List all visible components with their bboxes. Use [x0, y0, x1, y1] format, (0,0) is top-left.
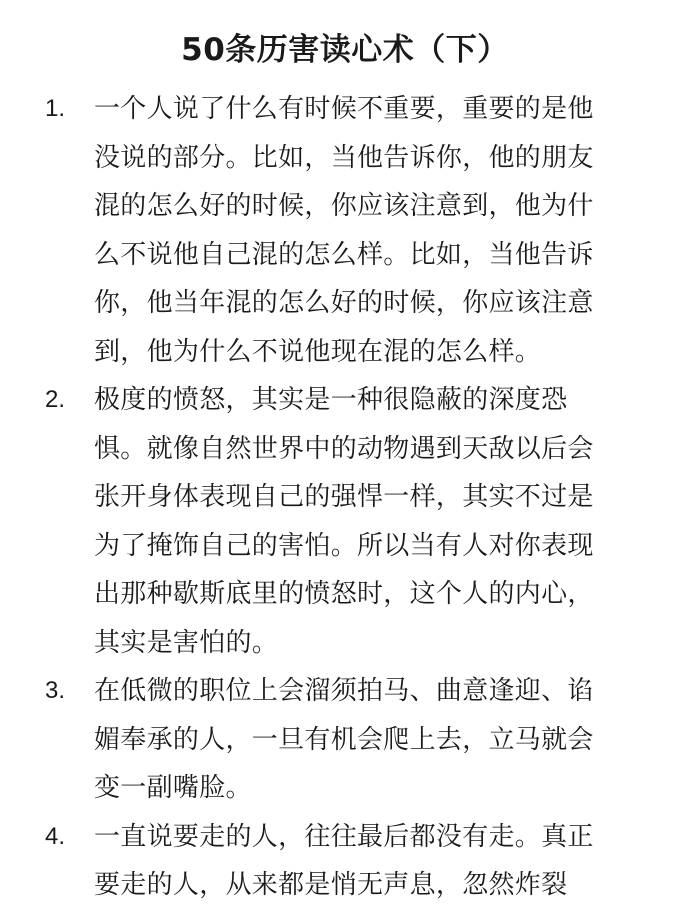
list-item-line: 为了掩饰自己的害怕。所以当有人对你表现	[94, 530, 594, 561]
list-item-line: 一个人说了什么有时候不重要，重要的是他	[94, 94, 594, 124]
list-item-line: 在低微的职位上会溜须拍马、曲意逢迎、谄	[94, 676, 594, 706]
list-item-line: 媚奉承的人，一旦有机会爬上去，立马就会	[94, 724, 594, 755]
list-item-line: 到，他为什么不说他现在混的怎么样。	[94, 336, 542, 367]
list-item-line: 混的怎么好的时候，你应该注意到，他为什	[94, 191, 594, 221]
list-item-line: 变一副嘴脸。	[94, 773, 252, 803]
document-title: 50条历害读心术（下）	[181, 32, 509, 68]
list-item-3	[0, 667, 690, 813]
list-item-line: 要走的人，从来都是悄无声息，忽然炸裂	[94, 870, 568, 900]
list-item-line: 没说的部分。比如，当他告诉你，他的朋友	[94, 142, 594, 173]
list-item-line: 出那种歇斯底里的愤怒时，这个人的内心，	[94, 579, 594, 609]
list-item-line: 一直说要走的人，往往最后都没有走。真正	[94, 821, 594, 852]
list-item-number: 4.	[45, 822, 66, 850]
list-item-line: 极度的愤怒，其实是一种很隐蔽的深度恐	[94, 385, 568, 415]
list-item-line: 张开身体表现自己的强悍一样，其实不过是	[94, 482, 594, 512]
numbered-list	[0, 85, 690, 910]
list-item-4	[0, 813, 690, 910]
list-item-line: 其实是害怕的。	[94, 627, 279, 658]
list-item-2	[0, 376, 690, 667]
list-item-line: 惧。就像自然世界中的动物遇到天敌以后会	[94, 433, 594, 464]
list-item-number: 3.	[45, 677, 66, 704]
list-item-line: 你，他当年混的怎么好的时候，你应该注意	[94, 288, 594, 318]
list-item-number: 2.	[45, 386, 66, 413]
list-item-1	[0, 85, 690, 376]
list-item-number: 1.	[45, 95, 66, 122]
list-item-line: 么不说他自己混的怎么样。比如，当他告诉	[94, 239, 594, 270]
